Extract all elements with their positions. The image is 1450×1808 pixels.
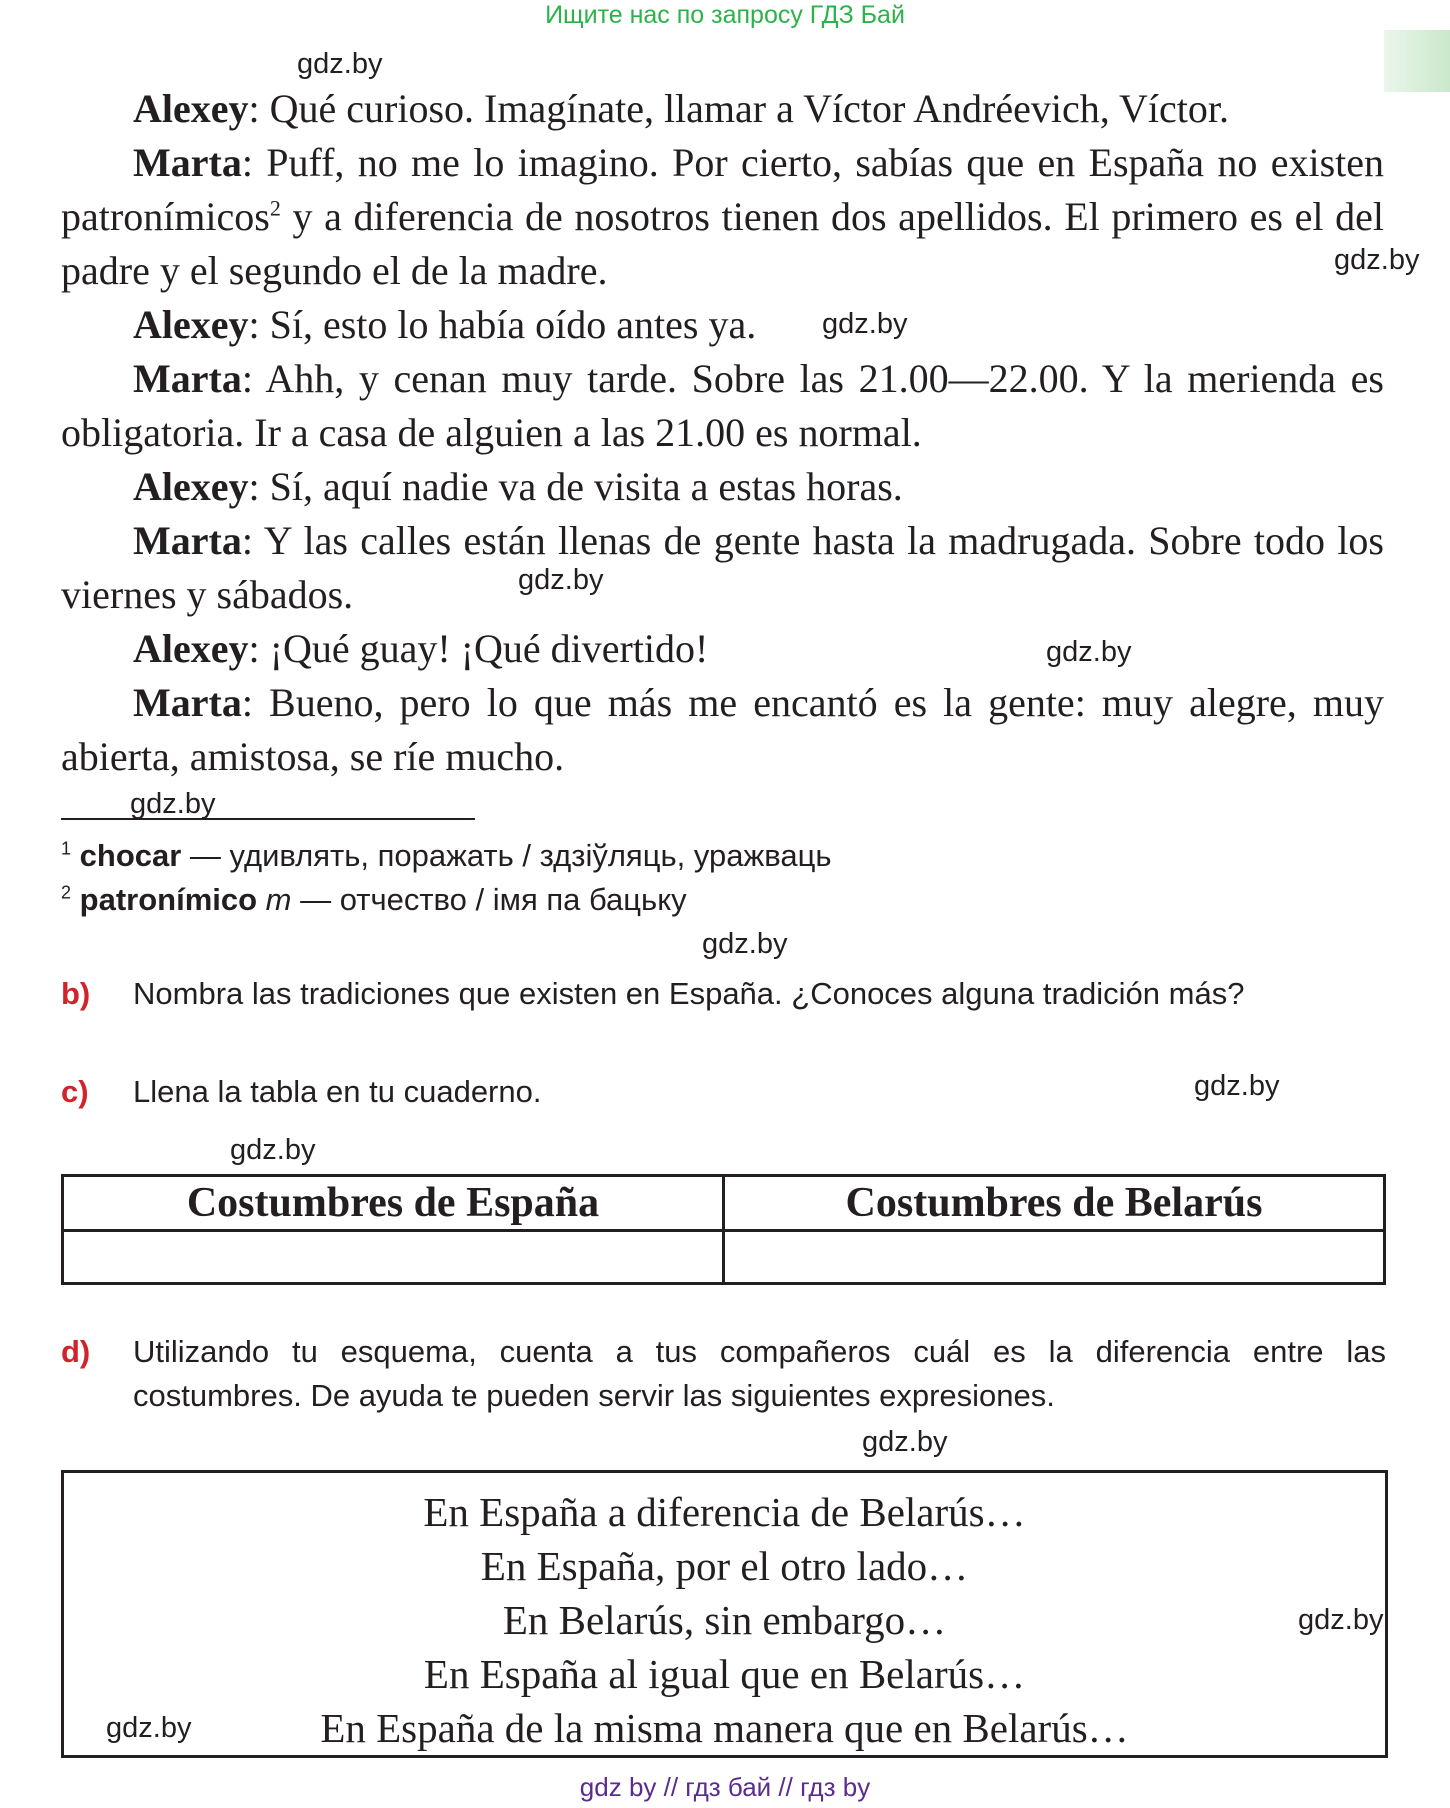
watermark: gdz.by: [106, 1712, 192, 1744]
expression: En España, por el otro lado…: [480, 1543, 969, 1589]
corner-tab: [1384, 30, 1450, 92]
footnote-term: chocar: [79, 838, 182, 873]
table-cell: [724, 1231, 1385, 1284]
line-text: : ¡Qué guay! ¡Qué divertido!: [248, 626, 709, 671]
speaker: Alexey: [133, 464, 249, 509]
line-text: : Y las calles están llenas de gente hasta la madrugada. Sobre todo los viernes y sábados.: [61, 518, 1384, 617]
speaker: Alexey: [133, 626, 249, 671]
dialogue-line: [61, 622, 1384, 676]
table-header-row: [63, 1176, 1385, 1231]
footer-links[interactable]: gdz by // гдз бай // гдз by: [579, 1772, 871, 1802]
watermark: gdz.by: [230, 1134, 316, 1166]
footnote-number: 2: [61, 882, 72, 903]
column-header: Costumbres de España: [63, 1176, 724, 1231]
footnote-ref: 2: [269, 195, 281, 221]
footnote-gender: m: [257, 882, 292, 917]
task-text: Utilizando tu esquema, cuenta a tus compañeros cuál es la diferencia entre las costumbres. De ayuda te pueden servir las siguientes expresiones.: [133, 1334, 1386, 1413]
speaker: Marta: [133, 518, 242, 563]
dialogue-line: [61, 460, 1384, 514]
task-c: [61, 1074, 541, 1110]
line-text: : Sí, esto lo había oído antes ya.: [248, 302, 757, 347]
task-label: b): [61, 976, 91, 1011]
footnote: [61, 882, 687, 918]
footnote-number: 1: [61, 838, 72, 859]
watermark: gdz.by: [1334, 244, 1420, 276]
task-d: [61, 1330, 1386, 1418]
speaker: Alexey: [133, 86, 249, 131]
task-label: d): [61, 1334, 91, 1369]
line-text: : Puff, no me lo imagino. Por cierto, sabías que en España no existen patronímicos: [61, 140, 1384, 239]
dialogue: [61, 82, 1384, 784]
dialogue-line: [61, 82, 1384, 136]
watermark: gdz.by: [1298, 1604, 1384, 1636]
watermark: gdz.by: [1046, 636, 1132, 668]
dialogue-line: [61, 352, 1384, 460]
dialogue-line: [61, 514, 1384, 622]
column-header: Costumbres de Belarús: [724, 1176, 1385, 1231]
task-b: [61, 976, 1244, 1012]
watermark: gdz.by: [702, 928, 788, 960]
table-cell: [63, 1231, 724, 1284]
speaker: Marta: [133, 356, 242, 401]
top-banner[interactable]: Ищите нас по запросу ГДЗ Бай: [545, 1, 905, 29]
watermark: gdz.by: [518, 564, 604, 596]
task-label: c): [61, 1074, 89, 1109]
dialogue-line: [61, 676, 1384, 784]
speaker: Alexey: [133, 302, 249, 347]
watermark: gdz.by: [130, 788, 216, 820]
expression: En Belarús, sin embargo…: [502, 1597, 947, 1643]
line-text: : Ahh, y cenan muy tarde. Sobre las 21.00—22.00. Y la merienda es obligatoria. Ir a casa de alguien a las 21.00 es normal.: [61, 356, 1384, 455]
speaker: Marta: [133, 680, 242, 725]
watermark: gdz.by: [297, 48, 383, 80]
line-text: : Sí, aquí nadie va de visita a estas horas.: [248, 464, 903, 509]
task-text: Nombra las tradiciones que existen en España. ¿Conoces alguna tradición más?: [133, 976, 1245, 1011]
line-text: : Qué curioso. Imagínate, llamar a Víctor Andréevich, Víctor.: [248, 86, 1229, 131]
customs-table: [61, 1174, 1386, 1285]
speaker: Marta: [133, 140, 242, 185]
footnote: [61, 838, 831, 874]
footnote-term: patronímico: [79, 882, 258, 917]
footnote-definition: — удивлять, поражать / здзіўляць, уражваць: [181, 838, 832, 873]
task-text: Llena la tabla en tu cuaderno.: [133, 1074, 542, 1109]
line-text: : Bueno, pero lo que más me encantó es la gente: muy alegre, muy abierta, amistosa, se ríe mucho.: [61, 680, 1384, 779]
table-row: [63, 1231, 1385, 1284]
watermark: gdz.by: [862, 1426, 948, 1458]
expression: En España de la misma manera que en Belarús…: [320, 1705, 1129, 1751]
footnote-divider: [61, 818, 475, 820]
line-text: y a diferencia de nosotros tienen dos apellidos. El primero es el del padre y el segundo el de la madre.: [61, 194, 1384, 293]
watermark: gdz.by: [1194, 1070, 1280, 1102]
expression: En España a diferencia de Belarús…: [423, 1489, 1026, 1535]
footnote-definition: — отчество / імя па бацьку: [291, 882, 687, 917]
expressions-box: [61, 1470, 1388, 1758]
dialogue-line: [61, 298, 1384, 352]
dialogue-line: [61, 136, 1384, 298]
expression: En España al igual que en Belarús…: [423, 1651, 1026, 1697]
watermark: gdz.by: [822, 308, 908, 340]
